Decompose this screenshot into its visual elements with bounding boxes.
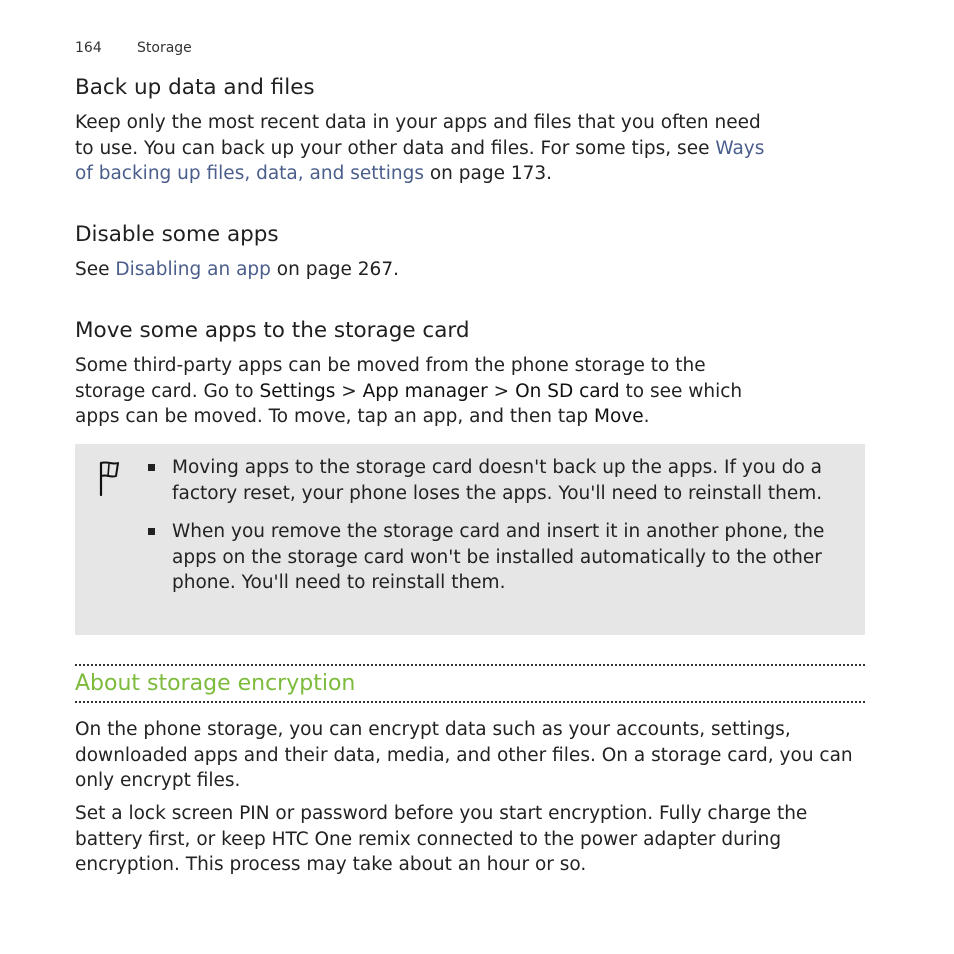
paragraph-encryption-2: Set a lock screen PIN or password before you start encryption. Fully charge the battery first, or keep HTC One remix connected to the power adapter during encryption. This process may take about an hour or so.: [75, 803, 808, 875]
note-list: [147, 455, 867, 609]
text: Some third-party apps can be moved from the phone storage to the: [75, 355, 706, 376]
paragraph-back-up: [75, 110, 865, 187]
ui-term-settings: Settings: [259, 380, 336, 402]
ui-term-app-manager: App manager: [362, 380, 488, 402]
ui-term-move: Move: [594, 406, 644, 427]
heading-back-up: Back up data and files: [75, 75, 315, 100]
flag-icon: [97, 460, 121, 498]
running-header: [75, 40, 192, 56]
text: to use. You can back up your other data and files. For some tips, see: [75, 137, 716, 159]
paragraph-disable-apps: [75, 257, 865, 283]
bullet: [148, 464, 155, 471]
text: Keep only the most recent data in your apps and files that you often need: [75, 112, 761, 133]
separator: >: [335, 380, 363, 402]
page-number: 164: [75, 40, 102, 56]
text: .: [643, 406, 650, 427]
link-disabling-an-app[interactable]: Disabling an app: [115, 259, 271, 280]
text: on page 267.: [270, 259, 399, 280]
link-ways-of-backing-up[interactable]: Ways: [715, 137, 765, 159]
divider-bottom: [75, 701, 865, 703]
heading-move-apps: Move some apps to the storage card: [75, 318, 470, 343]
text: See: [75, 259, 116, 280]
text: apps can be moved. To move, tap an app, and then tap: [75, 406, 595, 427]
divider-top: [75, 664, 865, 666]
note-item-text: When you remove the storage card and insert it in another phone, the apps on the storage card won't be installed automatically to the other phone. You'll need to reinstall them.: [172, 521, 825, 593]
section-title-encryption: About storage encryption: [75, 671, 356, 696]
bullet: [148, 528, 155, 535]
note-item: [147, 519, 867, 596]
text: to see which: [619, 380, 743, 402]
paragraph-move-apps: [75, 353, 865, 430]
note-item: [147, 455, 867, 506]
text: storage card. Go to: [75, 380, 260, 402]
note-item-text: Moving apps to the storage card doesn't back up the apps. If you do a factory reset, your phone loses the apps. You'll need to reinstall them.: [172, 457, 823, 504]
text: on page 173.: [423, 163, 553, 184]
note-box: [75, 444, 865, 635]
paragraph-encryption-1: On the phone storage, you can encrypt data such as your accounts, settings, downloaded apps and their data, media, and other files. On a storage card, you can only encrypt files.: [75, 719, 853, 791]
ui-term-on-sd-card: On SD card: [515, 380, 620, 402]
separator: >: [487, 380, 516, 402]
link-ways-of-backing-up-cont[interactable]: of backing up files, data, and settings: [75, 163, 424, 184]
heading-disable-apps: Disable some apps: [75, 222, 279, 247]
section-name: Storage: [137, 40, 192, 56]
